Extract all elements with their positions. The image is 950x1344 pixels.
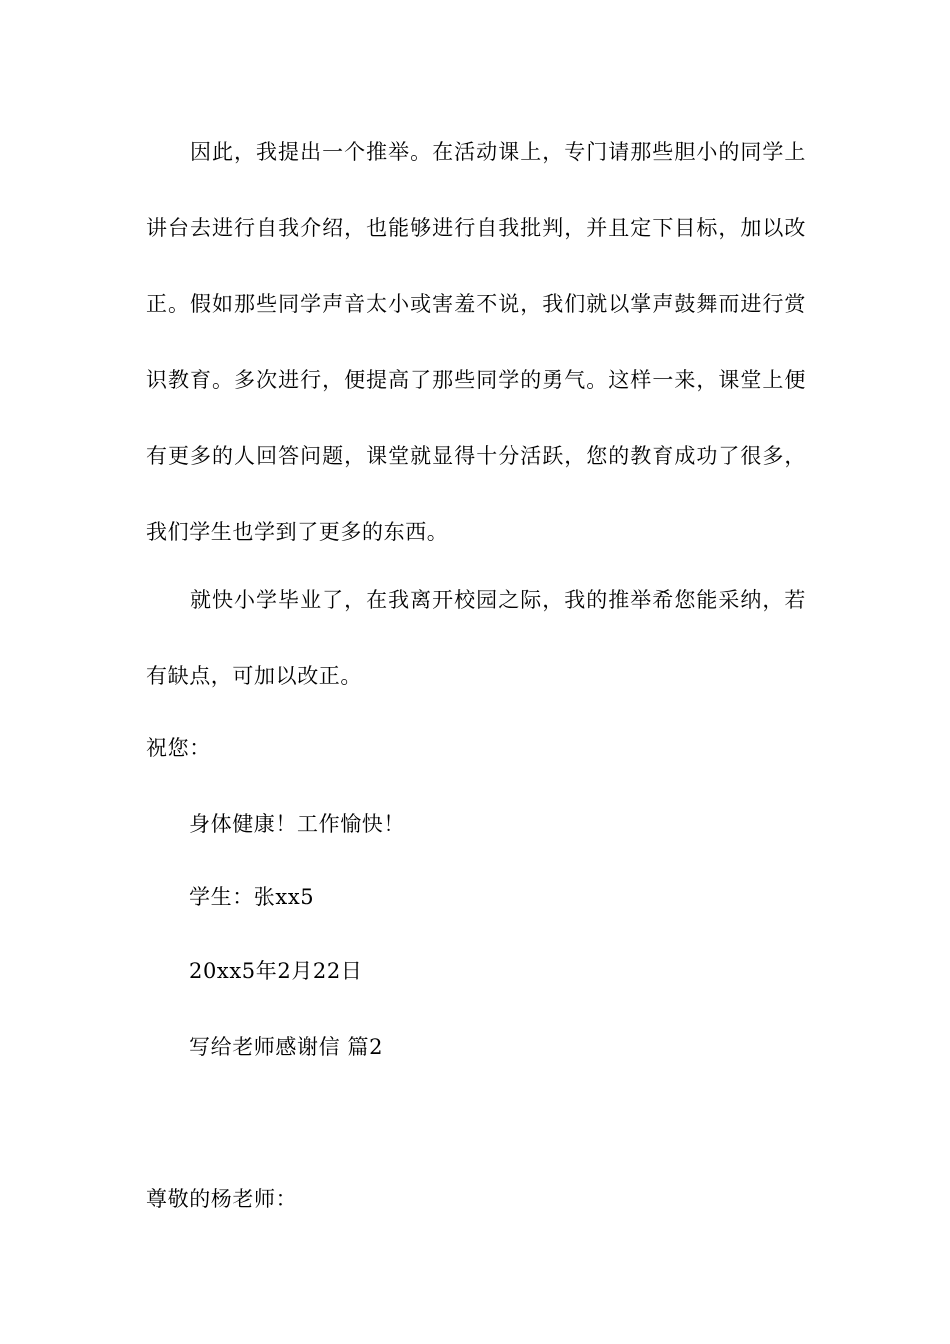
closing-salutation: 祝您： [146, 736, 211, 760]
signature: 学生：张xx5 [189, 885, 315, 909]
letter-greeting: 尊敬的杨老师： [146, 1187, 298, 1211]
closing-wish: 身体健康！工作愉快！ [189, 812, 405, 836]
section-title: 写给老师感谢信 篇2 [189, 1035, 384, 1059]
body-paragraph-graduation: 就快小学毕业了，在我离开校园之际，我的推举希您能采纳，若有缺点，可加以改正。 [146, 588, 806, 688]
body-paragraph-suggestion: 因此，我提出一个推举。在活动课上，专门请那些胆小的同学上讲台去进行自我介绍，也能够进行自我批判，并且定下目标，加以改正。假如那些同学声音太小或害羞不说，我们就以掌声鼓舞而进行赏识教育。多次进行，便提高了那些同学的勇气。这样一来，课堂上便有更多的人回答问题，课堂就显得十分活跃，您的教育成功了很多，我们学生也学到了更多的东西。 [146, 140, 806, 544]
letter-date: 20xx5年2月22日 [189, 959, 363, 983]
